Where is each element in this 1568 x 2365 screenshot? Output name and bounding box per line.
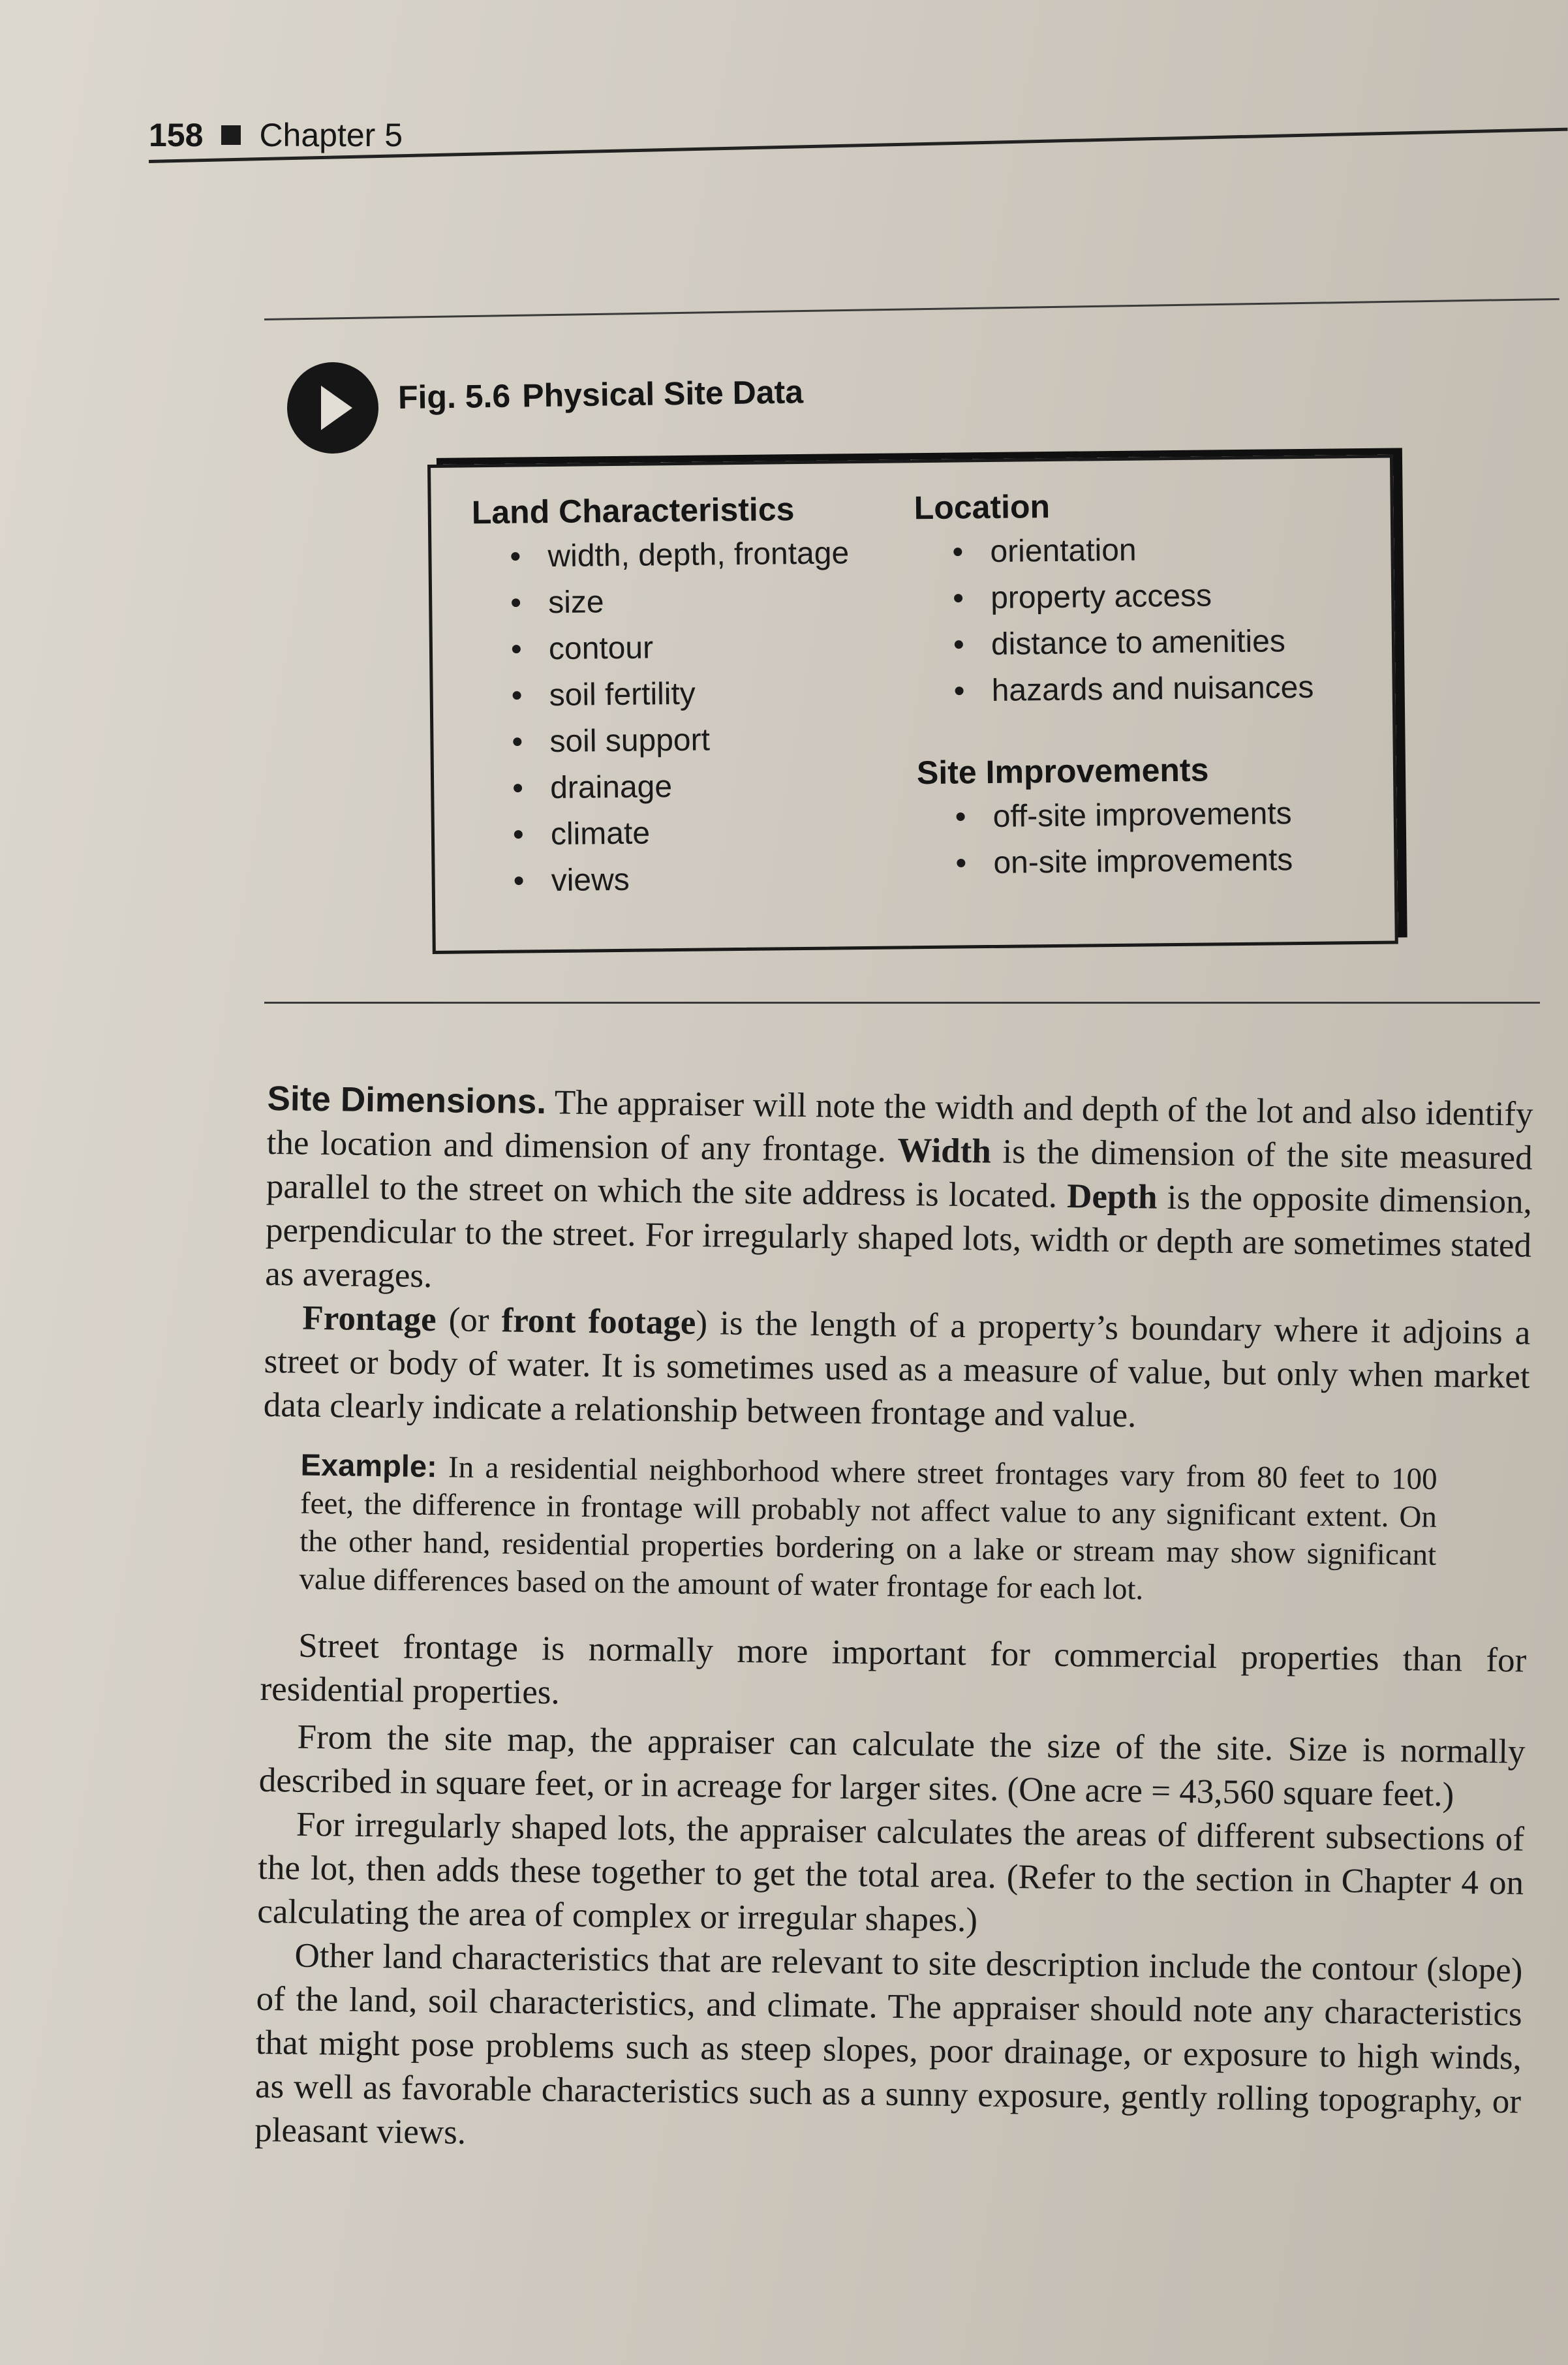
list-item: • soil support (512, 715, 851, 765)
frontage-term: Frontage (302, 1299, 437, 1339)
land-characteristics-column (471, 489, 852, 904)
chapter-title: Chapter 5 (259, 117, 403, 153)
page-number: 158 (149, 117, 204, 153)
figure-top-rule (264, 298, 1560, 320)
list-item: • hazards and nuisances (953, 664, 1314, 715)
body-text (254, 1077, 1533, 2168)
irregular-lots-paragraph: For irregularly shaped lots, the appraiser calculates the areas of different subsections of the lot, then adds these together to get the total area. (Refer to the section in Chapter 4 on calculating the area of complex or irregular shapes.) (257, 1805, 1525, 1940)
list-item: • drainage (512, 762, 852, 811)
land-characteristics-heading: Land Characteristics (471, 491, 795, 531)
figure-number: Fig. 5.6 (397, 377, 511, 416)
width-term: Width (897, 1131, 992, 1171)
list-item: • on-site improvements (955, 837, 1315, 887)
example-block: Example: In a residential neighborhood where street frontages vary from 80 feet to 100 feet, the difference in frontage will probably not affect value to any significant extent. On the other hand, residential properties bordering on a lake or stream may show significant value differences based on the amount of water frontage for each lot. (299, 1447, 1437, 1607)
list-item: • width, depth, frontage (510, 530, 849, 580)
example-label: Example: (300, 1447, 438, 1484)
location-column (914, 485, 1315, 887)
other-characteristics-paragraph: Other land characteristics that are relevant to site description include the contour (slope) of the land, soil characteristics, and climate. The appraiser should note any characteristics that might pose problems such as steep slopes, poor drainage, or exposure to high winds, as well as favorable characteristics such as a sunny exposure, gently rolling topography, or pleasant views. (254, 1936, 1523, 2152)
street-frontage-paragraph: Street frontage is normally more important for commercial properties than for residential properties. (260, 1626, 1527, 1712)
list-item: • property access (953, 572, 1313, 622)
list-item: • orientation (952, 525, 1312, 576)
list-item: • contour (511, 623, 850, 672)
list-item: • soil fertility (511, 669, 850, 719)
list-item: • off-site improvements (955, 790, 1315, 841)
figure-box (427, 455, 1398, 954)
site-map-paragraph: From the site map, the appraiser can calculate the size of the site. Size is normally described in square feet, or in acreage for larger sites. (One acre = 43,560 square feet.) (258, 1718, 1526, 1814)
list-item: • views (513, 854, 852, 904)
list-item: • climate (513, 808, 852, 858)
figure-bottom-rule (264, 1002, 1540, 1004)
running-header (149, 116, 403, 154)
list-item: • distance to amenities (953, 618, 1314, 668)
front-footage-term: front footage (501, 1301, 696, 1342)
figure-title: Physical Site Data (521, 373, 804, 414)
frontage-paragraph: Frontage (or front footage) is the length of a property’s boundary where it adjoins a street or body of water. It is sometimes used as a measure of value, but only when market data clearly indicate a relationship between frontage and value. (263, 1299, 1531, 1435)
header-square-icon (221, 125, 241, 145)
site-dimensions-heading: Site Dimensions. (267, 1079, 547, 1122)
location-list (952, 525, 1314, 715)
site-improvements-heading: Site Improvements (916, 751, 1209, 792)
site-improvements-list (955, 790, 1315, 887)
site-dimensions-paragraph: Site Dimensions. The appraiser will note the width and depth of the lot and also identify the location and dimension of any frontage. Width is the dimension of the site measured parallel to the street on which the site address is located. Depth is the opposite dimension, perpendicular to the street. For irregularly shaped lots, width or depth are sometimes stated as averages. (264, 1079, 1533, 1295)
play-icon (287, 362, 378, 454)
depth-term: Depth (1066, 1177, 1158, 1216)
list-item: • size (510, 576, 850, 626)
location-heading: Location (914, 488, 1051, 527)
land-characteristics-list (510, 530, 853, 904)
figure-caption (398, 373, 804, 416)
